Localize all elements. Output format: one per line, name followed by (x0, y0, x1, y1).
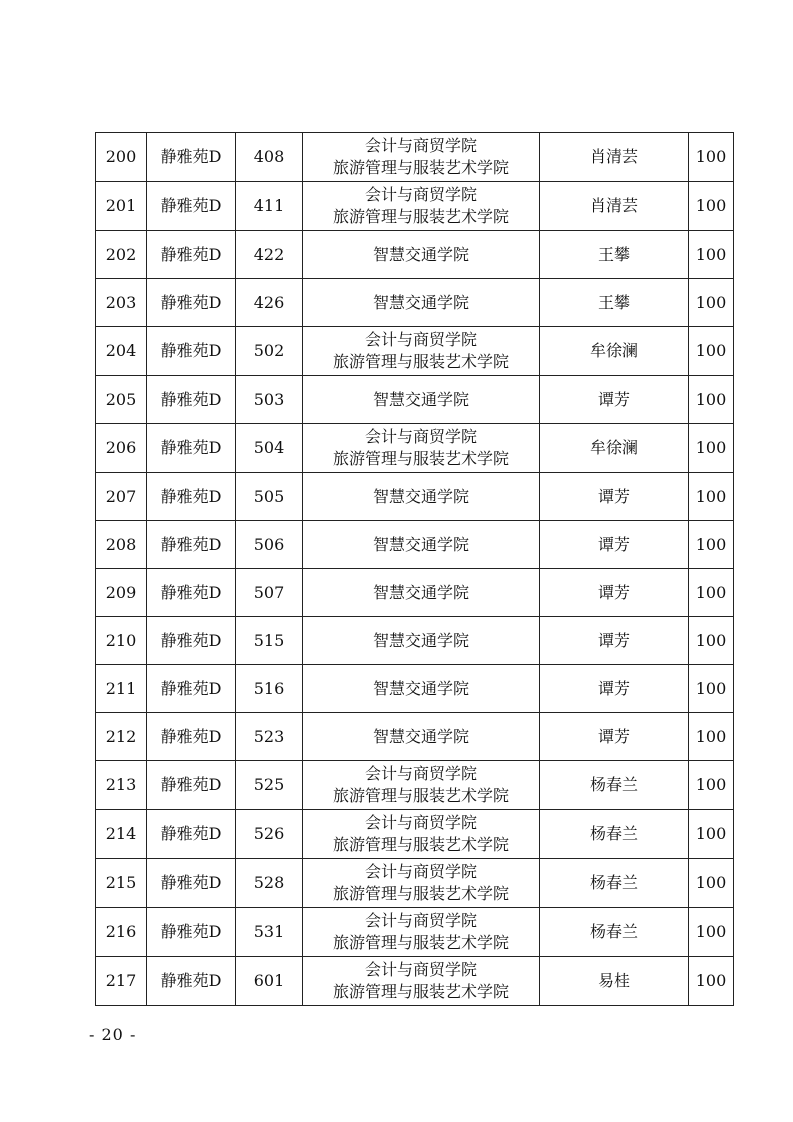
counselor-cell: 王攀 (540, 231, 689, 279)
score-cell: 100 (689, 908, 734, 957)
college-name: 旅游管理与服装艺术学院 (332, 207, 509, 226)
room-number-cell: 426 (236, 279, 303, 327)
college-cell (303, 473, 540, 521)
room-number-cell: 601 (236, 957, 303, 1006)
college-name: 会计与商贸学院 (364, 330, 477, 349)
table-row (96, 859, 734, 908)
row-number-cell: 213 (96, 761, 147, 810)
counselor-cell: 谭芳 (540, 569, 689, 617)
row-number-cell: 208 (96, 521, 147, 569)
building-cell: 静雅苑D (147, 376, 236, 424)
dorm-inspection-table (95, 132, 734, 1006)
row-number-cell: 214 (96, 810, 147, 859)
college-name: 会计与商贸学院 (364, 862, 477, 881)
row-number-cell: 202 (96, 231, 147, 279)
college-cell (303, 957, 540, 1006)
row-number-cell: 203 (96, 279, 147, 327)
college-name: 智慧交通学院 (372, 486, 469, 506)
table-row (96, 231, 734, 279)
college-cell (303, 133, 540, 182)
table-row (96, 665, 734, 713)
college-name: 旅游管理与服装艺术学院 (332, 982, 509, 1001)
building-cell: 静雅苑D (147, 424, 236, 473)
row-number-cell: 210 (96, 617, 147, 665)
score-cell: 100 (689, 133, 734, 182)
college-name: 会计与商贸学院 (364, 911, 477, 930)
building-cell: 静雅苑D (147, 182, 236, 231)
college-cell (303, 859, 540, 908)
score-cell: 100 (689, 473, 734, 521)
score-cell: 100 (689, 376, 734, 424)
room-number-cell: 525 (236, 761, 303, 810)
counselor-cell: 牟徐澜 (540, 424, 689, 473)
counselor-cell: 易桂 (540, 957, 689, 1006)
row-number-cell: 205 (96, 376, 147, 424)
college-name: 智慧交通学院 (372, 389, 469, 409)
college-cell (303, 424, 540, 473)
table-row (96, 761, 734, 810)
college-name: 智慧交通学院 (372, 292, 469, 312)
row-number-cell: 207 (96, 473, 147, 521)
row-number-cell: 209 (96, 569, 147, 617)
college-name: 旅游管理与服装艺术学院 (332, 933, 509, 952)
building-cell: 静雅苑D (147, 327, 236, 376)
room-number-cell: 515 (236, 617, 303, 665)
score-cell: 100 (689, 665, 734, 713)
college-cell (303, 182, 540, 231)
room-number-cell: 502 (236, 327, 303, 376)
building-cell: 静雅苑D (147, 713, 236, 761)
score-cell: 100 (689, 279, 734, 327)
college-name: 旅游管理与服装艺术学院 (332, 884, 509, 903)
counselor-cell: 杨春兰 (540, 810, 689, 859)
score-cell: 100 (689, 424, 734, 473)
building-cell: 静雅苑D (147, 617, 236, 665)
row-number-cell: 215 (96, 859, 147, 908)
college-cell (303, 231, 540, 279)
counselor-cell: 谭芳 (540, 617, 689, 665)
building-cell: 静雅苑D (147, 231, 236, 279)
college-name: 会计与商贸学院 (364, 764, 477, 783)
score-cell: 100 (689, 521, 734, 569)
room-number-cell: 505 (236, 473, 303, 521)
room-number-cell: 411 (236, 182, 303, 231)
college-name: 旅游管理与服装艺术学院 (332, 352, 509, 371)
building-cell: 静雅苑D (147, 859, 236, 908)
room-number-cell: 506 (236, 521, 303, 569)
counselor-cell: 杨春兰 (540, 908, 689, 957)
table-row (96, 376, 734, 424)
college-name: 智慧交通学院 (372, 630, 469, 650)
college-name: 智慧交通学院 (372, 534, 469, 554)
row-number-cell: 200 (96, 133, 147, 182)
row-number-cell: 204 (96, 327, 147, 376)
college-cell (303, 521, 540, 569)
college-name: 会计与商贸学院 (364, 185, 477, 204)
row-number-cell: 217 (96, 957, 147, 1006)
room-number-cell: 528 (236, 859, 303, 908)
table-row (96, 569, 734, 617)
counselor-cell: 谭芳 (540, 665, 689, 713)
college-cell (303, 617, 540, 665)
row-number-cell: 211 (96, 665, 147, 713)
score-cell: 100 (689, 569, 734, 617)
building-cell: 静雅苑D (147, 665, 236, 713)
score-cell: 100 (689, 617, 734, 665)
counselor-cell: 杨春兰 (540, 859, 689, 908)
college-name: 会计与商贸学院 (364, 813, 477, 832)
room-number-cell: 523 (236, 713, 303, 761)
college-name: 智慧交通学院 (372, 582, 469, 602)
row-number-cell: 201 (96, 182, 147, 231)
college-cell (303, 713, 540, 761)
table-row (96, 810, 734, 859)
table-row (96, 473, 734, 521)
college-cell (303, 761, 540, 810)
college-cell (303, 376, 540, 424)
score-cell: 100 (689, 327, 734, 376)
table-row (96, 182, 734, 231)
score-cell: 100 (689, 231, 734, 279)
room-number-cell: 408 (236, 133, 303, 182)
table-row (96, 327, 734, 376)
building-cell: 静雅苑D (147, 473, 236, 521)
table-row (96, 424, 734, 473)
building-cell: 静雅苑D (147, 761, 236, 810)
building-cell: 静雅苑D (147, 810, 236, 859)
row-number-cell: 212 (96, 713, 147, 761)
college-cell (303, 665, 540, 713)
counselor-cell: 谭芳 (540, 376, 689, 424)
college-cell (303, 327, 540, 376)
table-row (96, 617, 734, 665)
building-cell: 静雅苑D (147, 957, 236, 1006)
college-name: 旅游管理与服装艺术学院 (332, 158, 509, 177)
row-number-cell: 206 (96, 424, 147, 473)
college-cell (303, 908, 540, 957)
counselor-cell: 王攀 (540, 279, 689, 327)
building-cell: 静雅苑D (147, 569, 236, 617)
counselor-cell: 谭芳 (540, 473, 689, 521)
room-number-cell: 504 (236, 424, 303, 473)
score-cell: 100 (689, 957, 734, 1006)
counselor-cell: 谭芳 (540, 521, 689, 569)
table-row (96, 521, 734, 569)
college-name: 旅游管理与服装艺术学院 (332, 449, 509, 468)
room-number-cell: 503 (236, 376, 303, 424)
room-number-cell: 422 (236, 231, 303, 279)
room-number-cell: 531 (236, 908, 303, 957)
table-body (96, 133, 734, 1006)
counselor-cell: 谭芳 (540, 713, 689, 761)
table-row (96, 957, 734, 1006)
score-cell: 100 (689, 810, 734, 859)
college-cell (303, 810, 540, 859)
college-cell (303, 569, 540, 617)
page-number: - 20 - (89, 1025, 137, 1044)
score-cell: 100 (689, 761, 734, 810)
counselor-cell: 肖清芸 (540, 133, 689, 182)
building-cell: 静雅苑D (147, 279, 236, 327)
college-name: 会计与商贸学院 (364, 960, 477, 979)
college-name: 智慧交通学院 (372, 244, 469, 264)
building-cell: 静雅苑D (147, 908, 236, 957)
college-name: 旅游管理与服装艺术学院 (332, 786, 509, 805)
building-cell: 静雅苑D (147, 521, 236, 569)
counselor-cell: 杨春兰 (540, 761, 689, 810)
college-name: 智慧交通学院 (372, 678, 469, 698)
score-cell: 100 (689, 182, 734, 231)
college-cell (303, 279, 540, 327)
room-number-cell: 516 (236, 665, 303, 713)
counselor-cell: 牟徐澜 (540, 327, 689, 376)
college-name: 智慧交通学院 (372, 726, 469, 746)
table-row (96, 713, 734, 761)
row-number-cell: 216 (96, 908, 147, 957)
college-name: 旅游管理与服装艺术学院 (332, 835, 509, 854)
counselor-cell: 肖清芸 (540, 182, 689, 231)
room-number-cell: 507 (236, 569, 303, 617)
table-row (96, 133, 734, 182)
score-cell: 100 (689, 859, 734, 908)
table-row (96, 908, 734, 957)
building-cell: 静雅苑D (147, 133, 236, 182)
score-cell: 100 (689, 713, 734, 761)
table-row (96, 279, 734, 327)
college-name: 会计与商贸学院 (364, 136, 477, 155)
room-number-cell: 526 (236, 810, 303, 859)
college-name: 会计与商贸学院 (364, 427, 477, 446)
